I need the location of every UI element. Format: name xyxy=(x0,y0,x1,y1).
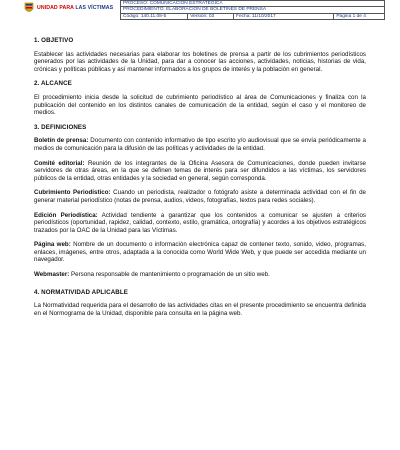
definition-comite: Comité editorial: Reunión de los integrantes de la Oficina Asesora de Comunicaciones, donde pueden invitarse servidores de otras áreas, en la que se definen temas de interés para ser difundidos a las víctimas, los servidores públicos de la entidad, otras entidades y la sociedad en general, según corresponda. xyxy=(34,159,366,182)
date-cell: Fecha: 11/10/2017 xyxy=(233,14,333,19)
section-title-definiciones: 3. DEFINICIONES xyxy=(34,123,87,131)
definition-pagina-web: Página web: Nombre de un documento o información electrónica capaz de contener texto, sonido, video, programas, enlaces, imágenes, entre otros, adaptada a la conocida como World Wide Web, y que puede ser accedida mediante un navegador. xyxy=(34,241,366,264)
version-cell: Versión: 03 xyxy=(187,14,233,19)
header-info-table xyxy=(120,0,385,20)
code-cell: Código: 140.11.08-5 xyxy=(123,13,167,19)
objetivo-paragraph: Establecer las actividades necesarias para elaborar los boletines de prensa a partir de los cubrimientos periodísticos generados por las actividades de la Unidad, para dar a conocer las acciones, actividades, noticias, historias de vida, crónicas y políticas públicas y así mantener informados a los grupos de interés y la población en general. xyxy=(34,50,366,73)
section-title-objetivo: 1. OBJETIVO xyxy=(34,37,74,44)
process-row: PROCESO: COMUNICACIÓN ESTRATÉGICA xyxy=(121,0,384,6)
brand-name: UNIDAD PARA LAS VÍCTIMAS xyxy=(37,5,114,11)
logo xyxy=(24,0,120,16)
meta-row xyxy=(121,13,384,19)
definition-cubrimiento: Cubrimiento Periodístico: Cuando un periodista, realizador o fotógrafo asiste a determinada actividad con el fin de generar material periodístico (notas de prensa, audios, videos, fotografías, textos para redes sociales). xyxy=(34,189,366,204)
alcance-paragraph: El procedimiento inicia desde la solicitud de cubrimiento periodístico al área de Comunicaciones y finaliza con la publicación del contenido en los distintos canales de comunicación de la entidad, según el caso y el monitoreo de medios. xyxy=(34,93,366,117)
section-title-normatividad: 4. NORMATIVIDAD APLICABLE xyxy=(34,288,128,296)
normatividad-paragraph: La Normatividad requerida para el desarrollo de las actividades citas en el presente procedimiento se encuentra definida en el Normograma de la Unidad, disponible para consulta en la página web. xyxy=(34,302,366,317)
procedure-row: PROCEDIMIENTO: ELABORACIÓN DE BOLETINES DE PRENSA xyxy=(121,6,384,12)
page-number-cell: Página 1 de 4 xyxy=(333,14,384,19)
document-body xyxy=(34,37,366,324)
national-seal-icon xyxy=(24,2,34,14)
definition-edicion: Edición Periodística: Actividad tendiente a garantizar que los contenidos a comunicar se ajusten a criterios periodísticos (oportunidad, rapidez, calidad, contexto, estilo, gramática, ortografía) y acordes a los objetivos estratégicos trazados por la OAC de la Unidad para las Víctimas. xyxy=(34,211,367,234)
section-title-alcance: 2. ALCANCE xyxy=(34,80,72,88)
definition-webmaster: Webmaster: Persona responsable de mantenimiento o programación de un sitio web. xyxy=(34,271,270,279)
definition-boletin: Boletín de prensa: Documento con contenido informativo de tipo escrito y/o audiovisual que se envía periódicamente a medios de comunicación para la difusión de las políticas y actividades de la entidad. xyxy=(34,137,366,152)
document-header xyxy=(24,0,384,22)
